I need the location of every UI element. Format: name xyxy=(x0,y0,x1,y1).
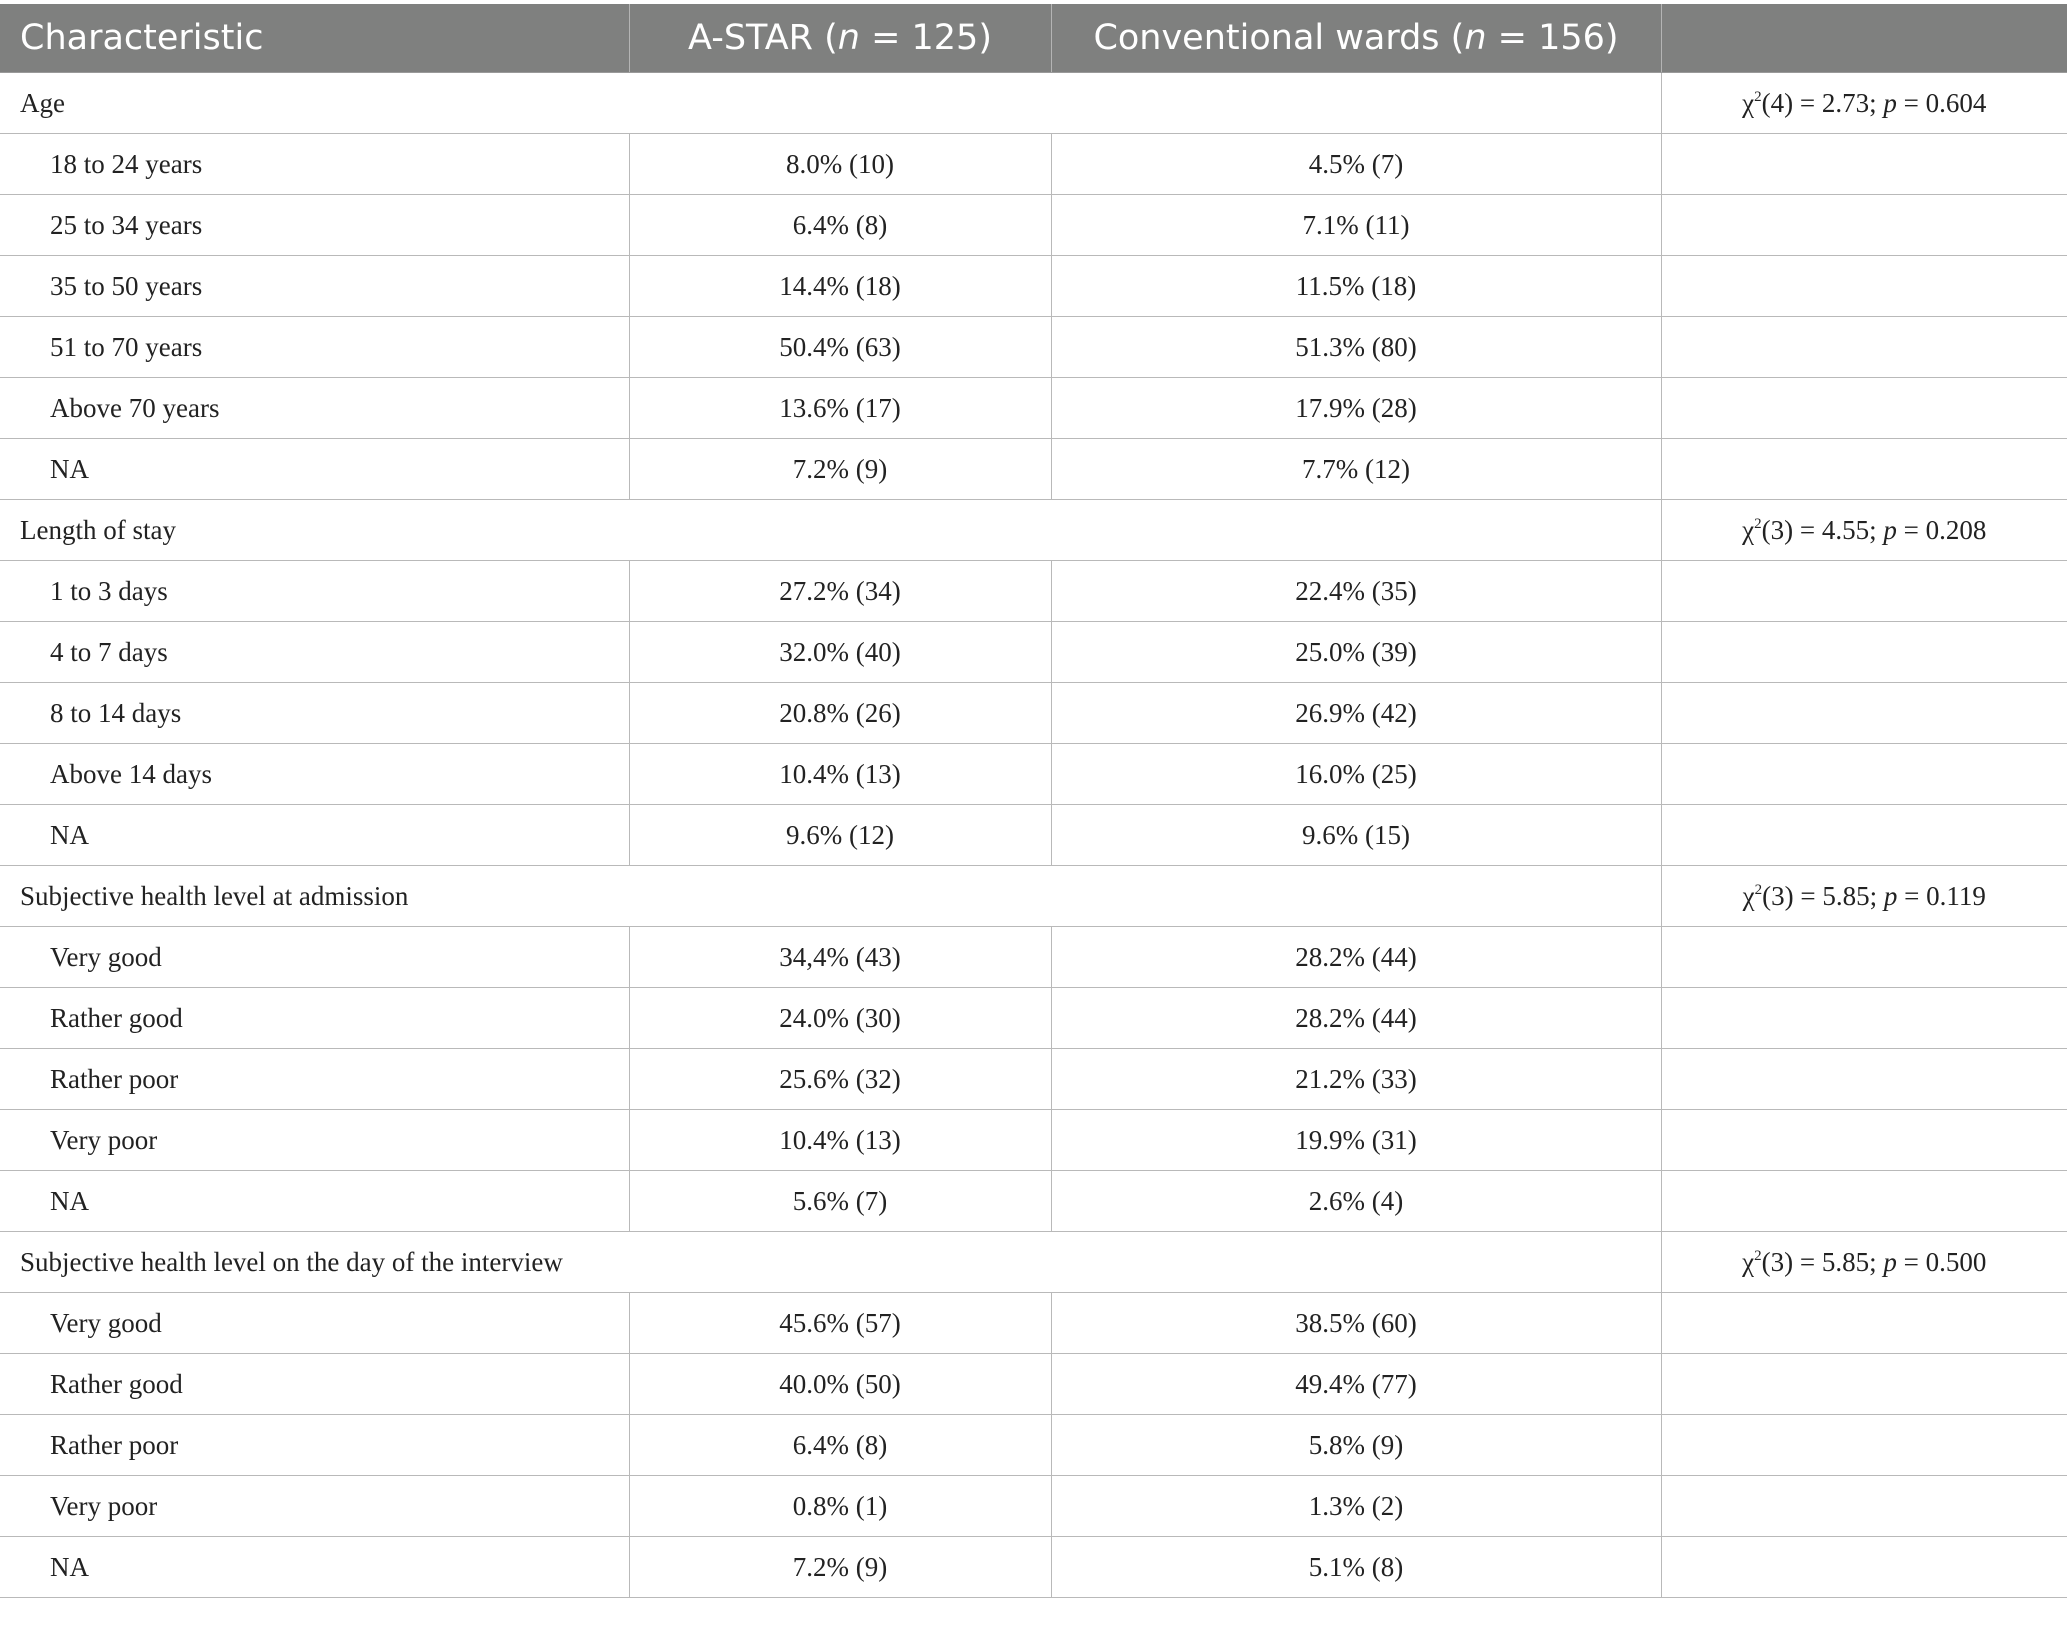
conventional-value: 51.3% (80) xyxy=(1051,317,1661,378)
stat-chi: χ xyxy=(1742,514,1755,545)
table-row xyxy=(0,561,2067,622)
row-label: Rather poor xyxy=(0,1049,629,1110)
conventional-value: 28.2% (44) xyxy=(1051,988,1661,1049)
header-characteristic: Characteristic xyxy=(0,4,629,73)
row-label: 18 to 24 years xyxy=(0,134,629,195)
empty-stat-cell xyxy=(1661,927,2067,988)
conventional-value: 1.3% (2) xyxy=(1051,1476,1661,1537)
row-label: Above 70 years xyxy=(0,378,629,439)
conventional-value: 19.9% (31) xyxy=(1051,1110,1661,1171)
astar-value: 14.4% (18) xyxy=(629,256,1051,317)
stat-chi: χ xyxy=(1742,1246,1755,1277)
chi-square-statistic xyxy=(1661,73,2067,134)
stat-sup: 2 xyxy=(1754,1247,1762,1264)
empty-stat-cell xyxy=(1661,1171,2067,1232)
astar-value: 34,4% (43) xyxy=(629,927,1051,988)
table-body xyxy=(0,73,2067,1598)
table-row xyxy=(0,805,2067,866)
empty-stat-cell xyxy=(1661,988,2067,1049)
astar-value: 50.4% (63) xyxy=(629,317,1051,378)
conventional-value: 4.5% (7) xyxy=(1051,134,1661,195)
chi-square-statistic xyxy=(1661,866,2067,927)
conventional-value: 7.1% (11) xyxy=(1051,195,1661,256)
header-statistic xyxy=(1661,4,2067,73)
empty-stat-cell xyxy=(1661,1476,2067,1537)
astar-value: 6.4% (8) xyxy=(629,1415,1051,1476)
stat-df: (3) = 5.85; xyxy=(1762,880,1884,911)
characteristics-table xyxy=(0,4,2067,1598)
section-header-row xyxy=(0,73,2067,134)
conventional-value: 38.5% (60) xyxy=(1051,1293,1661,1354)
table-row xyxy=(0,744,2067,805)
stat-chi: χ xyxy=(1742,87,1755,118)
astar-value: 8.0% (10) xyxy=(629,134,1051,195)
stat-pval: = 0.119 xyxy=(1897,880,1986,911)
stat-p: p xyxy=(1883,880,1898,911)
section-title: Age xyxy=(0,73,1661,134)
empty-stat-cell xyxy=(1661,134,2067,195)
section-title: Length of stay xyxy=(0,500,1661,561)
row-label: 4 to 7 days xyxy=(0,622,629,683)
row-label: NA xyxy=(0,1537,629,1598)
empty-stat-cell xyxy=(1661,1049,2067,1110)
astar-value: 32.0% (40) xyxy=(629,622,1051,683)
header-astar-n: n xyxy=(837,18,860,58)
empty-stat-cell xyxy=(1661,195,2067,256)
stat-sup: 2 xyxy=(1754,881,1763,898)
row-label: 8 to 14 days xyxy=(0,683,629,744)
conventional-value: 5.1% (8) xyxy=(1051,1537,1661,1598)
row-label: NA xyxy=(0,1171,629,1232)
row-label: Very poor xyxy=(0,1476,629,1537)
conventional-value: 26.9% (42) xyxy=(1051,683,1661,744)
header-conventional xyxy=(1051,4,1661,73)
empty-stat-cell xyxy=(1661,622,2067,683)
header-conventional-count: = 156) xyxy=(1486,18,1619,58)
empty-stat-cell xyxy=(1661,1537,2067,1598)
empty-stat-cell xyxy=(1661,439,2067,500)
empty-stat-cell xyxy=(1661,561,2067,622)
astar-value: 7.2% (9) xyxy=(629,439,1051,500)
chi-square-statistic xyxy=(1661,500,2067,561)
row-label: 25 to 34 years xyxy=(0,195,629,256)
row-label: Rather poor xyxy=(0,1415,629,1476)
table-row xyxy=(0,1537,2067,1598)
conventional-value: 25.0% (39) xyxy=(1051,622,1661,683)
empty-stat-cell xyxy=(1661,378,2067,439)
stat-sup: 2 xyxy=(1754,515,1762,532)
empty-stat-cell xyxy=(1661,1354,2067,1415)
row-label: Above 14 days xyxy=(0,744,629,805)
conventional-value: 7.7% (12) xyxy=(1051,439,1661,500)
table-row xyxy=(0,378,2067,439)
astar-value: 6.4% (8) xyxy=(629,195,1051,256)
row-label: 1 to 3 days xyxy=(0,561,629,622)
section-title: Subjective health level on the day of the interview xyxy=(0,1232,1661,1293)
table-row xyxy=(0,1476,2067,1537)
row-label: Very good xyxy=(0,927,629,988)
empty-stat-cell xyxy=(1661,1293,2067,1354)
conventional-value: 21.2% (33) xyxy=(1051,1049,1661,1110)
table-row xyxy=(0,256,2067,317)
table-row xyxy=(0,439,2067,500)
conventional-value: 2.6% (4) xyxy=(1051,1171,1661,1232)
table-row xyxy=(0,1354,2067,1415)
astar-value: 7.2% (9) xyxy=(629,1537,1051,1598)
astar-value: 20.8% (26) xyxy=(629,683,1051,744)
conventional-value: 16.0% (25) xyxy=(1051,744,1661,805)
table-row xyxy=(0,195,2067,256)
empty-stat-cell xyxy=(1661,683,2067,744)
astar-value: 0.8% (1) xyxy=(629,1476,1051,1537)
stat-df: (4) = 2.73; xyxy=(1761,87,1884,118)
section-header-row xyxy=(0,500,2067,561)
stat-p: p xyxy=(1883,1246,1897,1277)
table-row xyxy=(0,622,2067,683)
section-title: Subjective health level at admission xyxy=(0,866,1661,927)
table-row xyxy=(0,1293,2067,1354)
astar-value: 10.4% (13) xyxy=(629,1110,1051,1171)
row-label: Rather good xyxy=(0,988,629,1049)
row-label: NA xyxy=(0,439,629,500)
conventional-value: 49.4% (77) xyxy=(1051,1354,1661,1415)
conventional-value: 22.4% (35) xyxy=(1051,561,1661,622)
stat-pval: = 0.604 xyxy=(1896,87,1987,118)
row-label: Very poor xyxy=(0,1110,629,1171)
astar-value: 45.6% (57) xyxy=(629,1293,1051,1354)
row-label: Very good xyxy=(0,1293,629,1354)
stat-p: p xyxy=(1883,514,1897,545)
conventional-value: 28.2% (44) xyxy=(1051,927,1661,988)
table-row xyxy=(0,988,2067,1049)
header-astar-count: = 125) xyxy=(859,18,992,58)
header-astar xyxy=(629,4,1051,73)
stat-chi: χ xyxy=(1742,880,1755,911)
astar-value: 13.6% (17) xyxy=(629,378,1051,439)
table-row xyxy=(0,317,2067,378)
stat-df: (3) = 4.55; xyxy=(1761,514,1884,545)
astar-value: 25.6% (32) xyxy=(629,1049,1051,1110)
stat-sup: 2 xyxy=(1754,88,1762,105)
table-row xyxy=(0,134,2067,195)
astar-value: 40.0% (50) xyxy=(629,1354,1051,1415)
header-astar-label: A-STAR ( xyxy=(688,18,838,58)
section-header-row xyxy=(0,1232,2067,1293)
table-header xyxy=(0,4,2067,73)
header-row xyxy=(0,4,2067,73)
header-conventional-label: Conventional wards ( xyxy=(1093,18,1465,58)
conventional-value: 17.9% (28) xyxy=(1051,378,1661,439)
empty-stat-cell xyxy=(1661,1415,2067,1476)
chi-square-statistic xyxy=(1661,1232,2067,1293)
header-conventional-n: n xyxy=(1464,18,1487,58)
conventional-value: 5.8% (9) xyxy=(1051,1415,1661,1476)
table-row xyxy=(0,927,2067,988)
astar-value: 10.4% (13) xyxy=(629,744,1051,805)
table-row xyxy=(0,683,2067,744)
row-label: NA xyxy=(0,805,629,866)
table-row xyxy=(0,1415,2067,1476)
stat-pval: = 0.500 xyxy=(1896,1246,1987,1277)
table-row xyxy=(0,1110,2067,1171)
astar-value: 9.6% (12) xyxy=(629,805,1051,866)
row-label: Rather good xyxy=(0,1354,629,1415)
table-row xyxy=(0,1049,2067,1110)
empty-stat-cell xyxy=(1661,1110,2067,1171)
stat-p: p xyxy=(1883,87,1897,118)
row-label: 51 to 70 years xyxy=(0,317,629,378)
section-header-row xyxy=(0,866,2067,927)
conventional-value: 11.5% (18) xyxy=(1051,256,1661,317)
stat-pval: = 0.208 xyxy=(1896,514,1987,545)
table-row xyxy=(0,1171,2067,1232)
astar-value: 24.0% (30) xyxy=(629,988,1051,1049)
astar-value: 27.2% (34) xyxy=(629,561,1051,622)
conventional-value: 9.6% (15) xyxy=(1051,805,1661,866)
astar-value: 5.6% (7) xyxy=(629,1171,1051,1232)
empty-stat-cell xyxy=(1661,744,2067,805)
stat-df: (3) = 5.85; xyxy=(1761,1246,1884,1277)
empty-stat-cell xyxy=(1661,805,2067,866)
row-label: 35 to 50 years xyxy=(0,256,629,317)
empty-stat-cell xyxy=(1661,256,2067,317)
empty-stat-cell xyxy=(1661,317,2067,378)
